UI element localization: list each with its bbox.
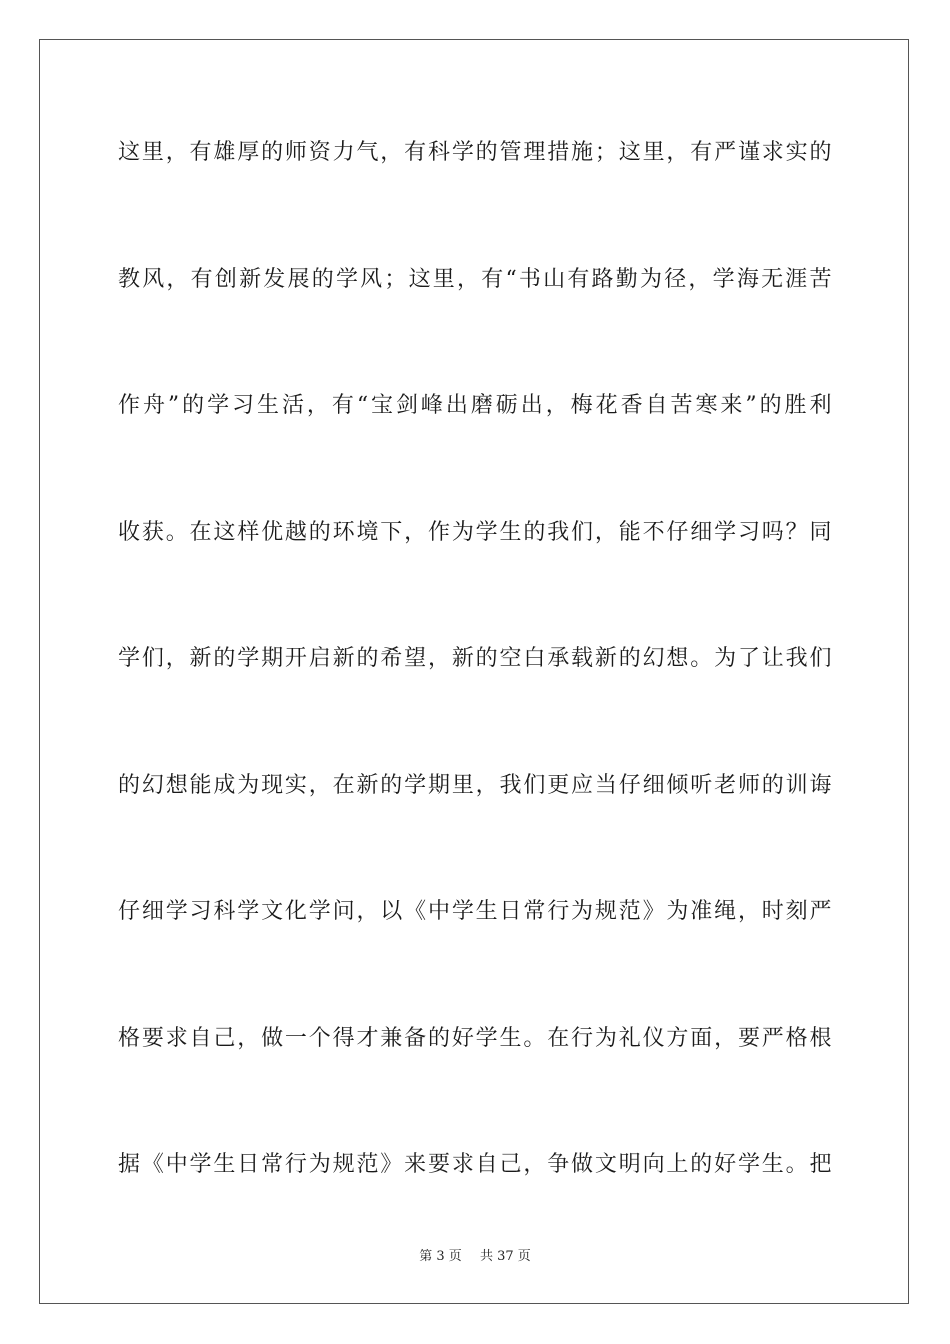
text-line: 教风，有创新发展的学风；这里，有“书山有路勤为径，学海无涯苦: [118, 266, 832, 292]
text-line: 的幻想能成为现实，在新的学期里，我们更应当仔细倾听老师的训诲: [118, 772, 832, 798]
text-line: 仔细学习科学文化学问，以《中学生日常行为规范》为准绳，时刻严: [118, 899, 832, 924]
total-pages: 共 37 页: [479, 1249, 531, 1264]
text-line: 据《中学生日常行为规范》来要求自己，争做文明向上的好学生。把: [118, 1152, 832, 1177]
text-line: 这里，有雄厚的师资力气，有科学的管理措施；这里，有严谨求实的: [118, 140, 832, 165]
text-line: 格要求自己，做一个得才兼备的好学生。在行为礼仪方面，要严格根: [118, 1025, 832, 1051]
text-line: 学们，新的学期开启新的希望，新的空白承载新的幻想。为了让我们: [118, 646, 832, 671]
page-number: 第 3 页: [419, 1249, 462, 1264]
page-footer: [0, 1247, 950, 1267]
document-body: [118, 128, 832, 1267]
text-line: 作舟”的学习生活，有“宝剑峰出磨砺出，梅花香自苦寒来”的胜利: [118, 393, 832, 418]
text-line: 收获。在这样优越的环境下，作为学生的我们，能不仔细学习吗？同: [118, 519, 832, 545]
